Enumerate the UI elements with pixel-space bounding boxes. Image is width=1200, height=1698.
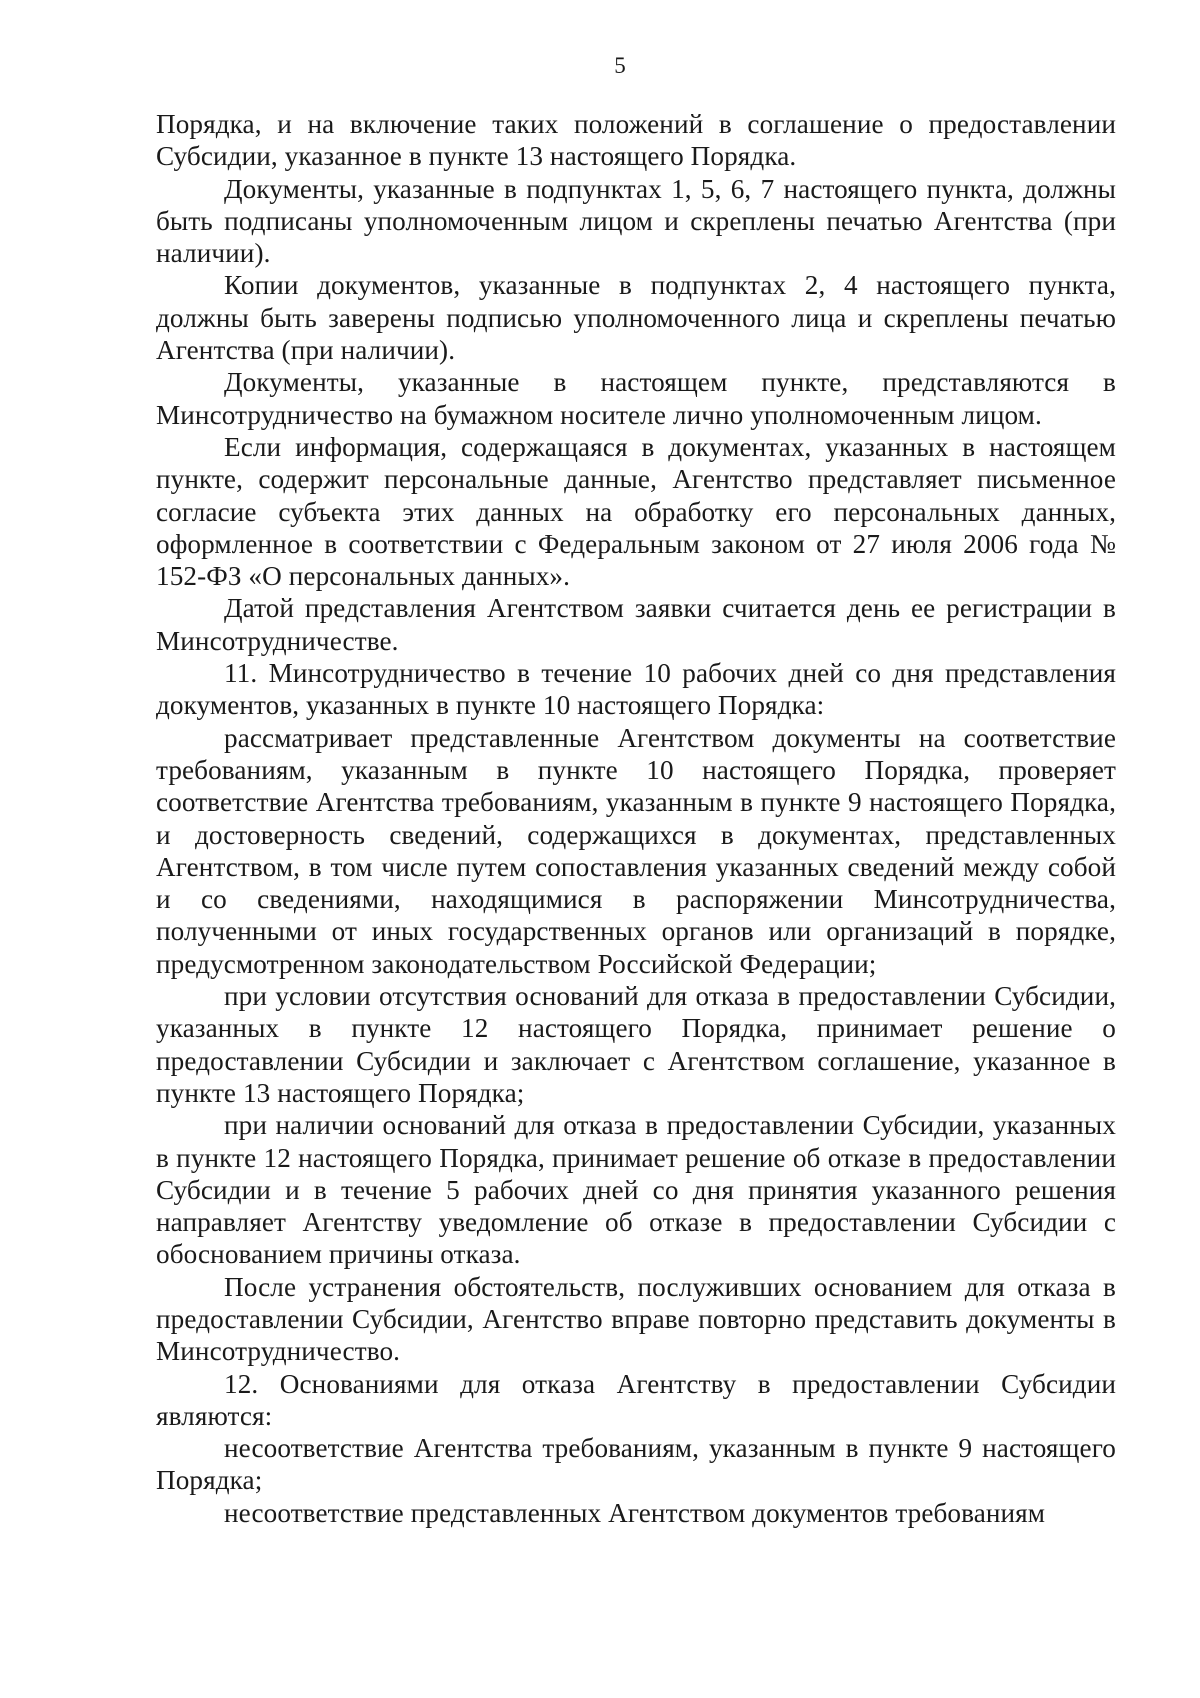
page-number: 5 bbox=[614, 53, 626, 78]
paragraph: Порядка, и на включение таких положений в соглашение о предоставлении Субсидии, указанное в пункте 13 настоящего Порядка. bbox=[156, 109, 1116, 172]
paragraph: Документы, указанные в подпунктах 1, 5, 6, 7 настоящего пункта, должны быть подписаны уполномоченным лицом и скреплены печатью Агентства (при наличии). bbox=[156, 173, 1116, 269]
paragraph: несоответствие представленных Агентством документов требованиям bbox=[224, 1497, 1046, 1528]
paragraph: рассматривает представленные Агентством документы на соответствие требованиям, указанным в пункте 10 настоящего Порядка, проверяет соответствие Агентства требованиям, указанным в пункте 9 настоящего Порядка, и достоверность сведений, содержащихся в документах, представленных Агентством, в том числе путем сопоставления указанных сведений между собой и со сведениями, находящимися в распоряжении Минсотрудничества, полученными от иных государственных органов или организаций в порядке, предусмотренном законодательством Российской Федерации; bbox=[156, 722, 1116, 979]
paragraph: После устранения обстоятельств, послуживших основанием для отказа в предоставлении Субсидии, Агентство вправе повторно представить документы в Минсотрудничество. bbox=[156, 1271, 1116, 1367]
paragraph: Копии документов, указанные в подпунктах 2, 4 настоящего пункта, должны быть заверены подписью уполномоченного лица и скреплены печатью Агентства (при наличии). bbox=[156, 270, 1116, 366]
paragraph: несоответствие Агентства требованиям, указанным в пункте 9 настоящего Порядка; bbox=[156, 1433, 1116, 1496]
document-body bbox=[156, 108, 1116, 1529]
paragraph: Датой представления Агентством заявки считается день ее регистрации в Минсотрудничестве. bbox=[156, 593, 1116, 656]
paragraph: 11. Минсотрудничество в течение 10 рабочих дней со дня представления документов, указанных в пункте 10 настоящего Порядка: bbox=[156, 658, 1116, 721]
paragraph: при наличии оснований для отказа в предоставлении Субсидии, указанных в пункте 12 настоящего Порядка, принимает решение об отказе в предоставлении Субсидии и в течение 5 рабочих дней со дня принятия указанного решения направляет Агентству уведомление об отказе в предоставлении Субсидии с обоснованием причины отказа. bbox=[156, 1110, 1116, 1270]
paragraph: Если информация, содержащаяся в документах, указанных в настоящем пункте, содержит персональные данные, Агентство представляет письменное согласие субъекта этих данных на обработку его персональных данных, оформленное в соответствии с Федеральным законом от 27 июля 2006 года № 152-ФЗ «О персональных данных». bbox=[156, 431, 1116, 592]
paragraph: Документы, указанные в настоящем пункте, представляются в Минсотрудничество на бумажном носителе лично уполномоченным лицом. bbox=[156, 367, 1116, 430]
paragraph: 12. Основаниями для отказа Агентству в предоставлении Субсидии являются: bbox=[156, 1368, 1116, 1431]
paragraph: при условии отсутствия оснований для отказа в предоставлении Субсидии, указанных в пункте 12 настоящего Порядка, принимает решение о предоставлении Субсидии и заключает с Агентством соглашение, указанное в пункте 13 настоящего Порядка; bbox=[156, 981, 1116, 1108]
